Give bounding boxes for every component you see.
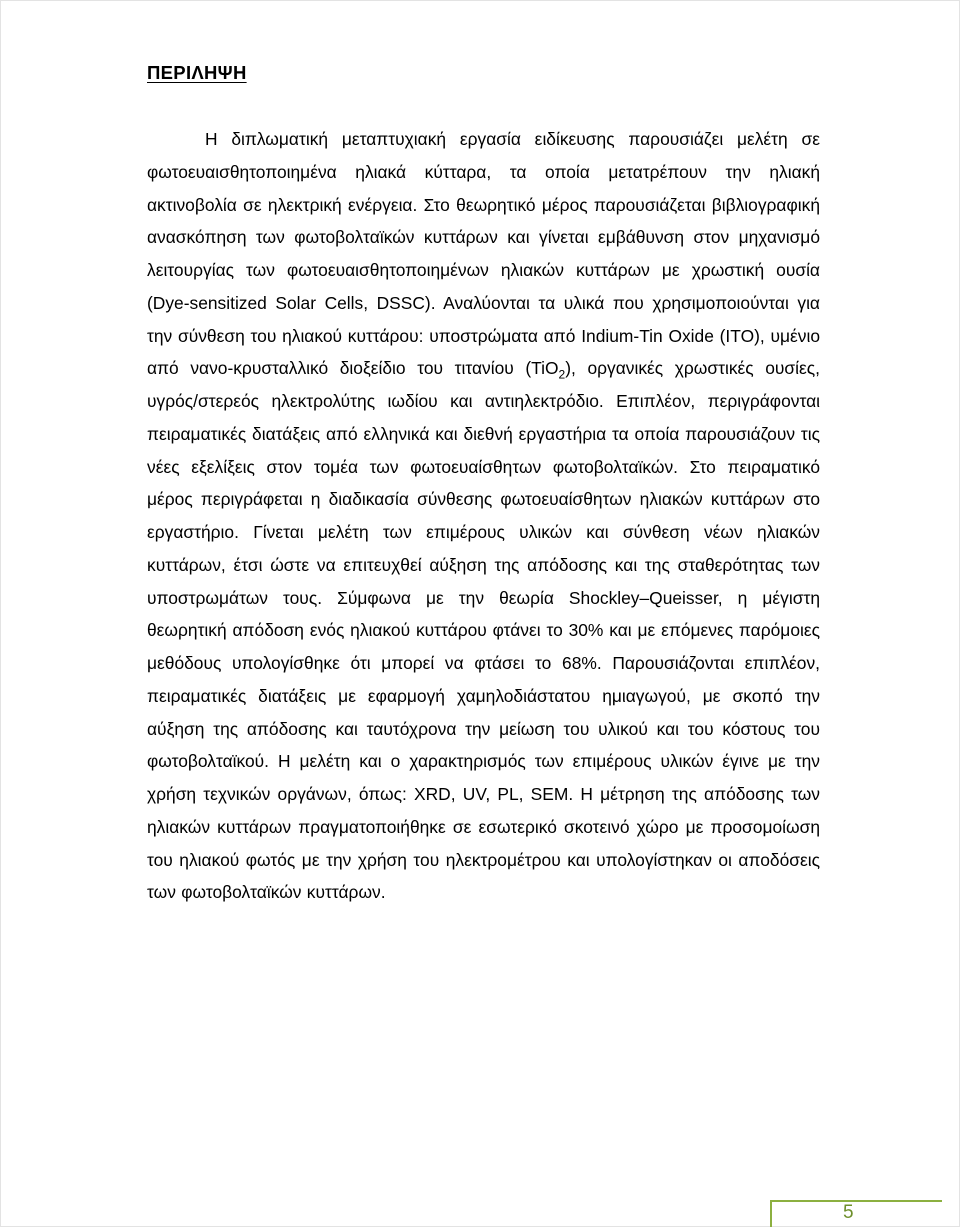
abstract-text-part-2: ), οργανικές χρωστικές ουσίες, υγρός/στερεός ηλεκτρολύτης ιωδίου και αντιηλεκτρόδιο. Επιπλέον, περιγράφονται πειραματικές διατάξεις από ελληνικά και διεθνή εργαστήρια τα οποία παρουσιάζουν τις νέες εξελίξεις στον τομέα των φωτοευαίσθητων φωτοβολταϊκών. Στο πειραματικό μέρος περιγράφεται η διαδικασία σύνθεσης φωτοευαίσθητων ηλιακών κυττάρων στο εργαστήριο. Γίνεται μελέτη των επιμέρους υλικών και σύνθεση νέων ηλιακών κυττάρων, έτσι ώστε να επιτευχθεί αύξηση της απόδοσης και της σταθερότητας των υποστρωμάτων τους. Σύμφωνα με την θεωρία Shockley–Queisser, η μέγιστη θεωρητική απόδοση ενός ηλιακού κυττάρου φτάνει το 30% και με επόμενες παρόμοιες μεθόδους υπολογίσθηκε ότι μπορεί να φτάσει το 68%. Παρουσιάζονται επιπλέον, πειραματικές διατάξεις με εφαρμογή χαμηλοδιάστατου ημιαγωγού, με σκοπό την αύξηση της απόδοσης και ταυτόχρονα την μείωση του υλικού και του κόστους του φωτοβολταϊκού. Η μελέτη και ο χαρακτηρισμός των επιμέρους υλικών έγινε με την χρήση τεχνικών οργάνων, όπως: XRD, UV, PL, SEM. Η μέτρηση της απόδοσης των ηλιακών κυττάρων πραγματοποιήθηκε σε εσωτερικό σκοτεινό χώρο με προσομοίωση του ηλιακού φωτός με την χρήση του ηλεκτρομέτρου και υπολογίστηκαν οι αποδόσεις των φωτοβολταϊκών κυττάρων.	[147, 358, 820, 903]
abstract-subscript: 2	[558, 367, 566, 382]
abstract-text-part-1: Η διπλωματική μεταπτυχιακή εργασία ειδίκευσης παρουσιάζει μελέτη σε φωτοευαισθητοποιημένα ηλιακά κύτταρα, τα οποία μετατρέπουν την ηλιακή ακτινοβολία σε ηλεκτρική ενέργεια. Στο θεωρητικό μέρος παρουσιάζεται βιβλιογραφική ανασκόπηση των φωτοβολταϊκών κυττάρων και γίνεται εμβάθυνση στον μηχανισμό λειτουργίας των φωτοευαισθητοποιημένων ηλιακών κυττάρων με χρωστική ουσία (Dye-sensitized Solar Cells, DSSC). Αναλύονται τα υλικά που χρησιμοποιούνται για την σύνθεση του ηλιακού κυττάρου: υποστρώματα από Indium-Tin Oxide (ITO), υμένιο από νανο-κρυσταλλικό διοξείδιο του τιτανίου (TiO	[147, 129, 820, 379]
page-title: ΠΕΡΙΛΗΨΗ	[147, 62, 247, 83]
abstract-paragraph	[147, 123, 820, 909]
page-number-frame	[770, 1200, 942, 1227]
page-number: 5	[843, 1202, 854, 1223]
